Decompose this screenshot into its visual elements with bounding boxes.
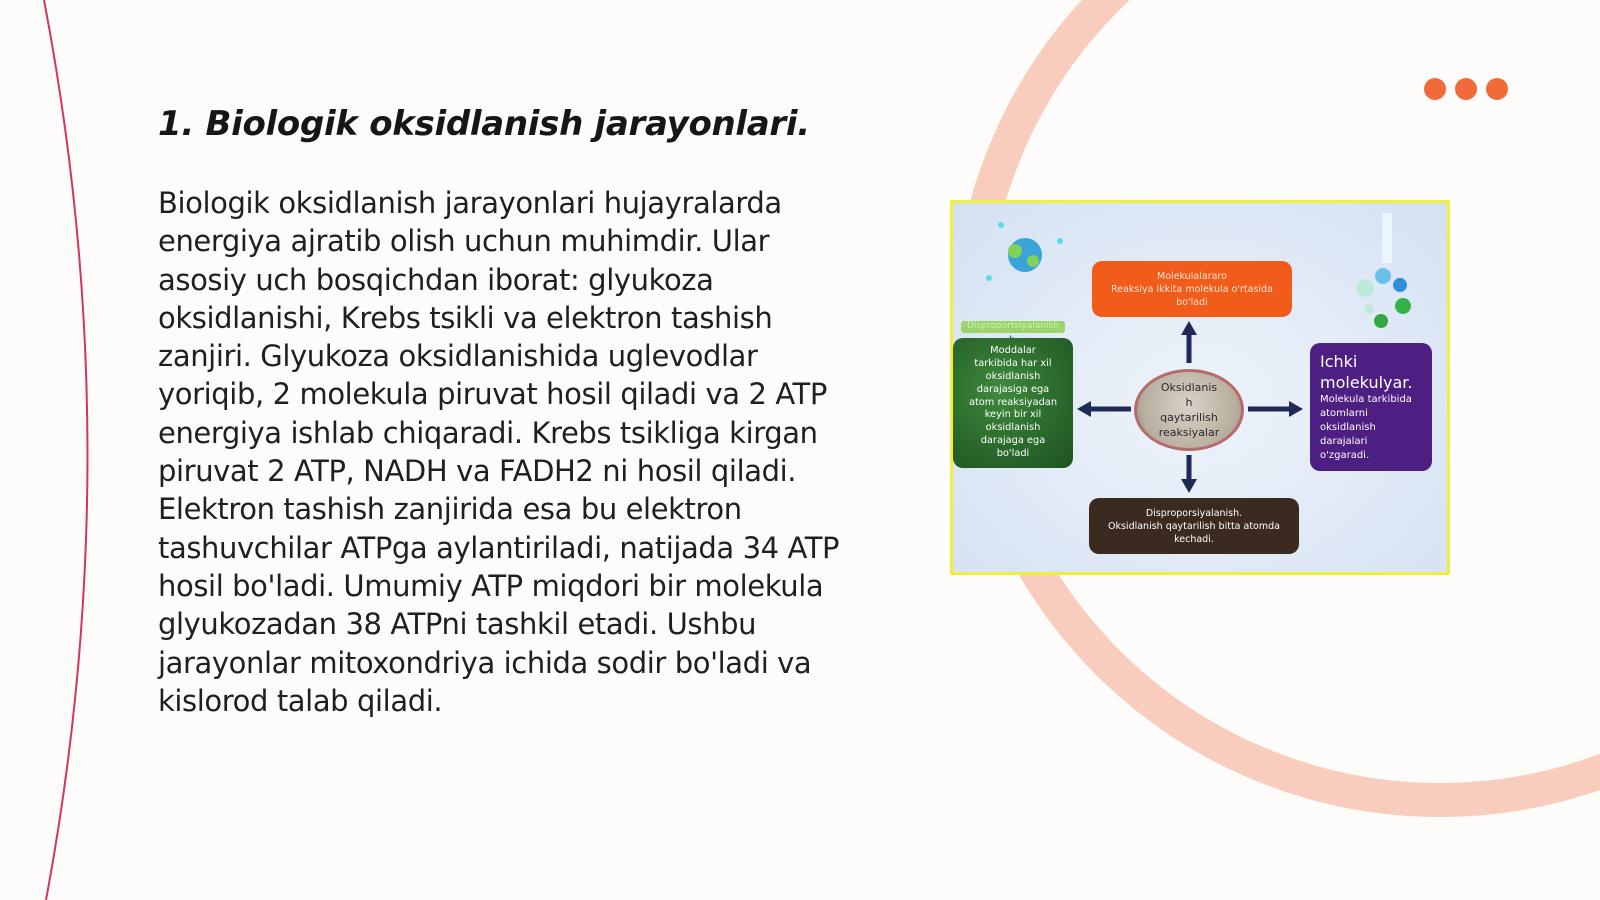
diagram-box-text: atomlarni bbox=[1320, 408, 1368, 419]
diagram-box-text: darajalari bbox=[1320, 436, 1368, 447]
diagram-box-intermolecular bbox=[1092, 261, 1292, 317]
diagram-box-text: darajaga ega bbox=[980, 435, 1046, 446]
diagram-box-text: oksidlanish bbox=[985, 422, 1041, 434]
diagram-image bbox=[950, 200, 1450, 575]
diagram-box-intramolecular bbox=[1310, 343, 1432, 471]
dot-icon bbox=[1455, 78, 1477, 100]
diagram-center-text: h bbox=[1185, 396, 1193, 409]
diagram-box-text: Molekulalararo bbox=[1157, 270, 1227, 282]
diagram-box-text: oksidlanish bbox=[1320, 422, 1376, 433]
left-curve-line bbox=[44, 0, 88, 900]
diagram-box-text: bo'ladi bbox=[1176, 296, 1208, 308]
diagram-box-text: Disproporsiyalanish. bbox=[1145, 507, 1243, 519]
molecule-left-icon bbox=[986, 222, 1063, 281]
diagram-box-text: darajasiga ega bbox=[976, 383, 1050, 395]
diagram-box-text: Reaksiya ikkita molekula o'rtasida bbox=[1111, 283, 1273, 295]
diagram-box-text: keyin bir xil bbox=[984, 409, 1042, 421]
diagram-box-text: Moddalar bbox=[990, 345, 1036, 357]
diagram-box-title: Ichki bbox=[1320, 352, 1358, 371]
diagram-center-text: reaksiyalar bbox=[1158, 426, 1220, 439]
diagram-box-title: molekulyar. bbox=[1320, 373, 1413, 392]
slide-body-text: Biologik oksidlanish jarayonlari hujayralarda energiya ajratib olish uchun muhimdir. Ular asosiy uch bosqichdan iborat: glyukoza oksidlanishi, Krebs tsikli va elektron tashish zanjiri. Glyukoza oksidlanishida uglevodlar yoriqib, 2 molekula piruvat hosil qiladi va 2 ATP energiya ishlab chiqaradi. Krebs tsikliga kirgan piruvat 2 ATP, NADH va FADH2 ni hosil qiladi. Elektron tashish zanjirida esa bu elektron tashuvchilar ATPga aylantiriladi, natijada 34 ATP hosil bo'ladi. Umumiy ATP miqdori bir molekula glyukozadan 38 ATPni tashkil etadi. Ushbu jarayonlar mitoxondriya ichida sodir bo'ladi va kislorod talab qiladi. bbox=[158, 186, 840, 718]
diagram-box-text: oksidlanish bbox=[985, 371, 1041, 383]
menu-dots bbox=[1424, 78, 1508, 100]
diagram-box-text: Molekula tarkibida bbox=[1320, 394, 1412, 405]
diagram-center-text: qaytarilish bbox=[1160, 411, 1218, 424]
diagram-box-text: bo'ladi bbox=[996, 447, 1030, 459]
diagram-box-disproportion bbox=[953, 338, 1073, 468]
diagram-box-disproportionation bbox=[1089, 498, 1299, 554]
slide-title: 1. Biologik oksidlanish jarayonlari. bbox=[158, 104, 810, 144]
dot-icon bbox=[1486, 78, 1508, 100]
diagram-box-text: kechadi. bbox=[1174, 533, 1214, 545]
diagram-box-text: tarkibida har xil bbox=[974, 358, 1052, 370]
dot-icon bbox=[1424, 78, 1446, 100]
diagram-box-text: atom reaksiyadan bbox=[968, 396, 1058, 408]
diagram-center-node bbox=[1134, 369, 1244, 451]
molecule-right-icon bbox=[1356, 213, 1411, 328]
diagram-left-label: Disproportsiyalanish bbox=[961, 321, 1065, 333]
diagram-box-text: o'zgaradi. bbox=[1320, 450, 1370, 461]
diagram-center-text: Oksidlanis bbox=[1160, 381, 1218, 394]
diagram-box-text: Oksidlanish qaytarilish bitta atomda bbox=[1108, 520, 1280, 532]
